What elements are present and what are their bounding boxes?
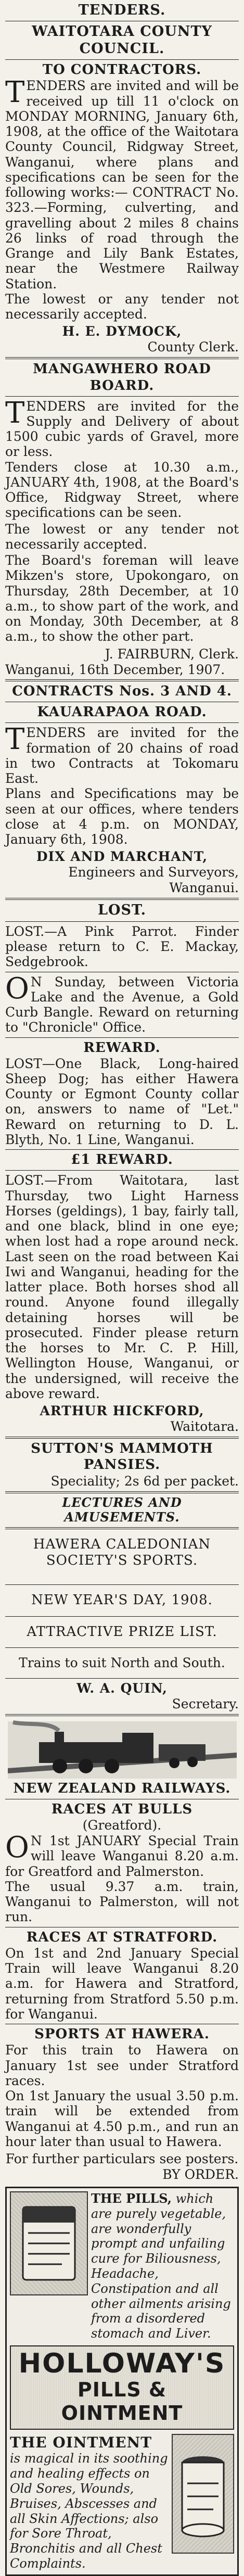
pansies-title: SUTTON'S MAMMOTH PANSIES.	[31, 1441, 213, 1473]
railways-posters: For further particulars see posters.	[5, 2151, 239, 2167]
drop-cap: O	[5, 1831, 29, 1865]
tenders-heading: TENDERS.	[78, 2, 166, 18]
horses-signature-place: Waitotara.	[170, 1419, 239, 1435]
pansies-price: Speciality; 2s 6d per packet.	[50, 1473, 239, 1489]
bulls-return: The usual 9.37 a.m. train, Wanganui to Palmerston, will not run.	[5, 1879, 239, 1925]
kaurapaoa-plans: Plans and Specifications may be seen at our offices, where tenders close at 4 p.m. on MONDAY, January 6th, 1908.	[5, 786, 239, 847]
divider	[5, 1678, 239, 1679]
ointment-body: is magical in its soothing and healing effects on Old Sores, Wounds, Bruises, Abscesses and all Skin Affections; also for Sore Throat, Bronchitis and all Chest Complaints.	[10, 2451, 168, 2571]
drop-cap: O	[5, 971, 29, 1006]
caledonian-trains: Trains to suit North and South.	[19, 1655, 225, 1670]
pill-box-illustration	[10, 2191, 88, 2295]
bulls-subtitle: (Greatford).	[82, 1818, 162, 1833]
brand-line-1: HOLLOWAY'S	[18, 2348, 226, 2380]
holloways-brand-banner	[10, 2345, 234, 2430]
contractors-title: TO CONTRACTORS.	[42, 62, 202, 78]
divider	[5, 1714, 239, 1716]
stratford-body: On 1st and 2nd January Special Train will leave Wanganui 8.20 a.m. for Hawera and Stratford, returning from Stratford 5.50 p.m. for Wanganui.	[5, 1945, 239, 2022]
caledonian-signature: W. A. QUIN,	[76, 1680, 168, 1696]
waitotara-note: The lowest or any tender not necessarily accepted.	[5, 291, 239, 322]
holloways-advert	[5, 2187, 239, 2576]
bulls-notice	[5, 1833, 239, 1925]
ointment-jar-illustration	[172, 2434, 234, 2554]
waitotara-body: ENDERS are invited and will be received up till 11 o'clock on MONDAY MORNING, January 6th, 1908, at the office of the Waitotara County Council, Ridgway Street, Wanganui, where plans and specifications can be seen for the following works:— CONTRACT No. 323.—Forming, culverting, and gravelling about 2 miles 8 chains 26 links of road through the Grange and Lily Bank Estates, near the Westmere Railway Station.	[5, 78, 239, 291]
mangawhero-body: ENDERS are invited for the Supply and Delivery of about 1500 cubic yards of Gravel, more or less.	[5, 398, 239, 460]
lost-parrot: LOST.—A Pink Parrot. Finder please return to C. E. Mackay, Sedgebrook.	[5, 923, 239, 970]
ointment-jar-icon	[177, 2442, 229, 2546]
spacer	[5, 1671, 239, 1676]
railways-order: BY ORDER.	[162, 2167, 239, 2182]
hawera-body-1: For this train to Hawera on January 1st see under Stratford races.	[5, 2042, 239, 2088]
mangawhero-tender	[5, 396, 239, 644]
hawera-title: SPORTS AT HAWERA.	[34, 2026, 210, 2042]
pills-body: which are purely vegetable, are wonderfully prompt and unfailing cure for Biliousness, Headache, Constipation and all other ailments arising from a disordered stomach and Liver.	[91, 2191, 231, 2341]
kaurapaoa-signature: DIX AND MARCHANT,	[36, 849, 208, 865]
kaurapaoa-tender	[5, 722, 239, 847]
divider	[5, 1437, 239, 1439]
divider	[5, 1037, 239, 1038]
spacer	[5, 1650, 239, 1655]
pill-box-icon	[15, 2197, 83, 2290]
spacer	[5, 1619, 239, 1624]
mangawhero-date: Wanganui, 16th December, 1907.	[5, 662, 225, 677]
drop-cap: T	[5, 75, 25, 110]
mangawhero-signature: J. FAIRBURN, Clerk.	[105, 646, 239, 662]
pills-section	[10, 2191, 234, 2341]
divider	[5, 1584, 239, 1585]
waitotara-tender	[5, 75, 239, 322]
ointment-title: THE OINTMENT	[10, 2433, 152, 2451]
lost-horses: LOST.—From Waitotara, last Thursday, two Light Harness Horses (geldings), 1 bay, fairly tall, and one black, blind in one eye; when lost had a rope around neck. Last seen on the road between Kai Iwi and Wanganui, heading for the latter place. Both horses shod all round. Anyone found illegally detaining horses will be prosecuted. Finder please return the horses to Mr. C. P. Hill, Wellington House, Wanganui, or the undersigned, will receive the above reward.	[5, 1173, 239, 1401]
divider	[5, 1170, 239, 1171]
spacer	[5, 1609, 239, 1614]
kaurapaoa-title: KAUARAPAOA ROAD.	[37, 704, 207, 720]
lost-heading: LOST.	[97, 902, 146, 919]
brand-line-2: PILLS & OINTMENT	[61, 2378, 183, 2425]
horses-signature: ARTHUR HICKFORD,	[40, 1403, 204, 1419]
mangawhero-close: Tenders close at 10.30 a.m., JANUARY 4th, 1908, at the Board's Office, Ridgway Street, where specifications can be seen.	[5, 459, 239, 521]
lost-bangle	[5, 971, 239, 1035]
reward2-heading: £1 REWARD.	[71, 1152, 173, 1168]
reward-heading: REWARD.	[83, 1039, 161, 1056]
bulls-body: N 1st JANUARY Special Train will leave Wanganui 8.20 a.m. for Greatford and Palmerston.	[5, 1833, 239, 1879]
bulls-title: RACES AT BULLS	[51, 1801, 193, 1818]
contracts-title: CONTRACTS Nos. 3 AND 4.	[12, 683, 232, 699]
mangawhero-title: MANGAWHERO ROAD BOARD.	[33, 361, 211, 394]
divider	[5, 1647, 239, 1648]
divider	[5, 1616, 239, 1617]
pills-description	[91, 2191, 234, 2341]
stratford-title: RACES AT STRATFORD.	[26, 1929, 218, 1945]
drop-cap: T	[5, 396, 25, 430]
spacer	[5, 1640, 239, 1645]
mangawhero-foreman: The Board's foreman will leave Mikzen's store, Upokongaro, on Thursday, 28th December, at 10 a.m., to show part of the work, and on Monday, 30th December, at 8 a.m., to show the other part.	[5, 553, 239, 644]
divider	[5, 898, 239, 900]
lectures-heading: LECTURES AND AMUSEMENTS.	[62, 1494, 182, 1525]
divider	[5, 357, 239, 359]
divider	[5, 396, 239, 397]
divider	[5, 1527, 239, 1529]
divider	[5, 722, 239, 723]
kaurapaoa-signature-role: Engineers and Surveyors, Wanganui.	[68, 865, 239, 896]
hawera-body-2: On 1st January the usual 3.50 p.m. train will be extended from Wanganui at 4.50 p.m., and run an hour later than usual to Hawera.	[5, 2088, 239, 2149]
divider	[5, 1149, 239, 1150]
locomotive-illustration	[8, 1721, 237, 1779]
caledonian-title: HAWERA CALEDONIAN SOCIETY'S SPORTS.	[33, 1537, 211, 1569]
waitotara-title: WAITOTARA COUNTY COUNCIL.	[32, 23, 212, 57]
spacer	[5, 1569, 239, 1582]
caledonian-signature-role: Secretary.	[172, 1696, 239, 1711]
pills-title: THE PILLS,	[91, 2191, 172, 2206]
caledonian-date: NEW YEAR'S DAY, 1908.	[31, 1592, 213, 1608]
divider	[5, 1491, 239, 1493]
waitotara-signature: H. E. DYMOCK,	[62, 324, 182, 339]
divider	[5, 679, 239, 681]
drop-cap: T	[5, 722, 25, 757]
kaurapaoa-body: ENDERS are invited for the formation of 20 chains of road in two Contracts at Tokomaru East.	[5, 725, 239, 786]
lost-sheepdog: LOST—One Black, Long-haired Sheep Dog; has either Hawera County or Egmont County collar on, answers to name of "Let." Reward on returning to D. L. Blyth, No. 1 Line, Wanganui.	[5, 1056, 239, 1147]
spacer	[5, 1587, 239, 1592]
bangle-body: N Sunday, between Victoria Lake and the Avenue, a Gold Curb Bangle. Reward on returning to "Chronicle" Office.	[5, 974, 239, 1035]
caledonian-prizes: ATTRACTIVE PRIZE LIST.	[27, 1623, 217, 1640]
ointment-section	[10, 2434, 234, 2571]
waitotara-signature-role: County Clerk.	[147, 339, 239, 355]
divider	[5, 921, 239, 922]
railways-title: NEW ZEALAND RAILWAYS.	[13, 1780, 231, 1796]
mangawhero-note: The lowest or any tender not necessarily accepted.	[5, 521, 239, 552]
spacer	[5, 1531, 239, 1537]
divider	[5, 59, 239, 60]
ointment-description	[10, 2434, 169, 2571]
